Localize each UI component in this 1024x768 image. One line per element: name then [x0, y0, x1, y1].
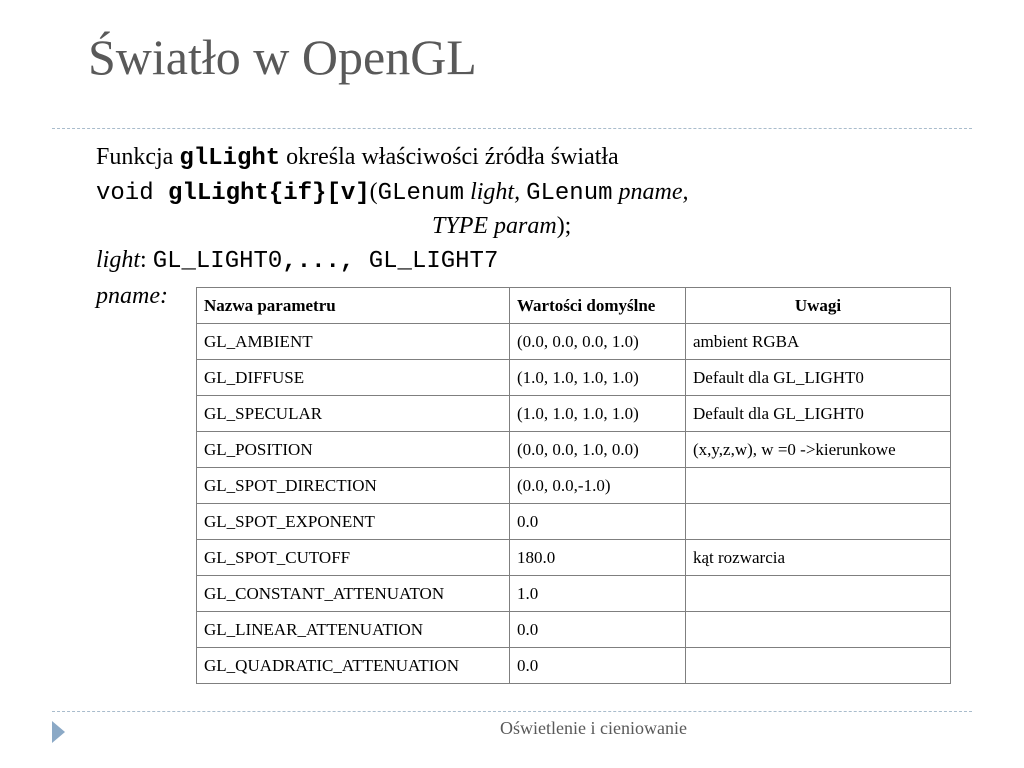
table-row — [197, 648, 951, 684]
param-name-cell: GL_AMBIENT — [197, 324, 510, 360]
param-default-cell: (0.0, 0.0, 1.0, 0.0) — [510, 432, 686, 468]
function-signature-continuation — [432, 212, 571, 240]
triangle-bullet-icon — [52, 721, 65, 743]
param-default-cell: (1.0, 1.0, 1.0, 1.0) — [510, 396, 686, 432]
function-description-line — [96, 143, 619, 173]
table-row — [197, 324, 951, 360]
param-notes-cell: ambient RGBA — [686, 324, 951, 360]
arg1-name: light, — [464, 179, 521, 205]
arg3: TYPE param — [432, 213, 557, 239]
param-notes-cell: Default dla GL_LIGHT0 — [686, 360, 951, 396]
param-default-cell: 0.0 — [510, 612, 686, 648]
top-divider — [52, 128, 972, 129]
table-row — [197, 432, 951, 468]
arg1-type: GLenum — [377, 180, 465, 207]
param-notes-cell — [686, 468, 951, 504]
header-notes: Uwagi — [686, 288, 951, 324]
param-notes-cell — [686, 576, 951, 612]
table-row — [197, 540, 951, 576]
table-row — [197, 396, 951, 432]
param-name-cell: GL_SPOT_CUTOFF — [197, 540, 510, 576]
param-default-cell: 180.0 — [510, 540, 686, 576]
param-default-cell: 0.0 — [510, 504, 686, 540]
param-notes-cell — [686, 648, 951, 684]
param-name-cell: GL_SPOT_DIRECTION — [197, 468, 510, 504]
light-values-line — [96, 246, 498, 276]
light-colon: : — [140, 247, 153, 273]
paren-close: ); — [556, 213, 572, 239]
table-row — [197, 468, 951, 504]
param-default-cell: 0.0 — [510, 648, 686, 684]
arg2-name: pname, — [612, 179, 689, 205]
param-name-cell: GL_SPECULAR — [197, 396, 510, 432]
light-separator: ,..., — [282, 248, 355, 275]
signature-function-name: glLight{if}[v] — [168, 180, 370, 207]
description-suffix: określa właściwości źródła światła — [280, 144, 619, 170]
param-notes-cell: Default dla GL_LIGHT0 — [686, 396, 951, 432]
param-notes-cell — [686, 504, 951, 540]
light-label: light — [96, 247, 141, 273]
header-default-values: Wartości domyślne — [510, 288, 686, 324]
param-name-cell: GL_QUADRATIC_ATTENUATION — [197, 648, 510, 684]
param-name-cell: GL_LINEAR_ATTENUATION — [197, 612, 510, 648]
param-default-cell: 1.0 — [510, 576, 686, 612]
table-row — [197, 504, 951, 540]
slide-title: Światło w OpenGL — [88, 29, 477, 85]
description-prefix: Funkcja — [96, 144, 180, 170]
paren-open: ( — [369, 179, 378, 205]
param-name-cell: GL_DIFFUSE — [197, 360, 510, 396]
param-name-cell: GL_SPOT_EXPONENT — [197, 504, 510, 540]
param-default-cell: (0.0, 0.0, 0.0, 1.0) — [510, 324, 686, 360]
param-notes-cell: kąt rozwarcia — [686, 540, 951, 576]
table-row — [197, 612, 951, 648]
return-type: void — [96, 180, 169, 207]
bottom-divider — [52, 711, 972, 712]
light-last-value: GL_LIGHT7 — [354, 248, 499, 275]
function-name: glLight — [179, 145, 281, 172]
slide-footer: Oświetlenie i cieniowanie — [500, 718, 687, 738]
param-default-cell: (1.0, 1.0, 1.0, 1.0) — [510, 360, 686, 396]
function-signature-line — [96, 178, 689, 208]
pname-label: pname: — [96, 283, 168, 309]
param-name-cell: GL_POSITION — [197, 432, 510, 468]
light-first-value: GL_LIGHT0 — [152, 248, 283, 275]
table-row — [197, 576, 951, 612]
arg2-type: GLenum — [526, 180, 613, 207]
param-default-cell: (0.0, 0.0,-1.0) — [510, 468, 686, 504]
param-notes-cell — [686, 612, 951, 648]
header-parameter-name: Nazwa parametru — [197, 288, 510, 324]
table-header-row — [197, 288, 951, 324]
table-row — [197, 360, 951, 396]
light-parameters-table — [196, 287, 951, 684]
param-notes-cell: (x,y,z,w), w =0 ->kierunkowe — [686, 432, 951, 468]
param-name-cell: GL_CONSTANT_ATTENUATON — [197, 576, 510, 612]
